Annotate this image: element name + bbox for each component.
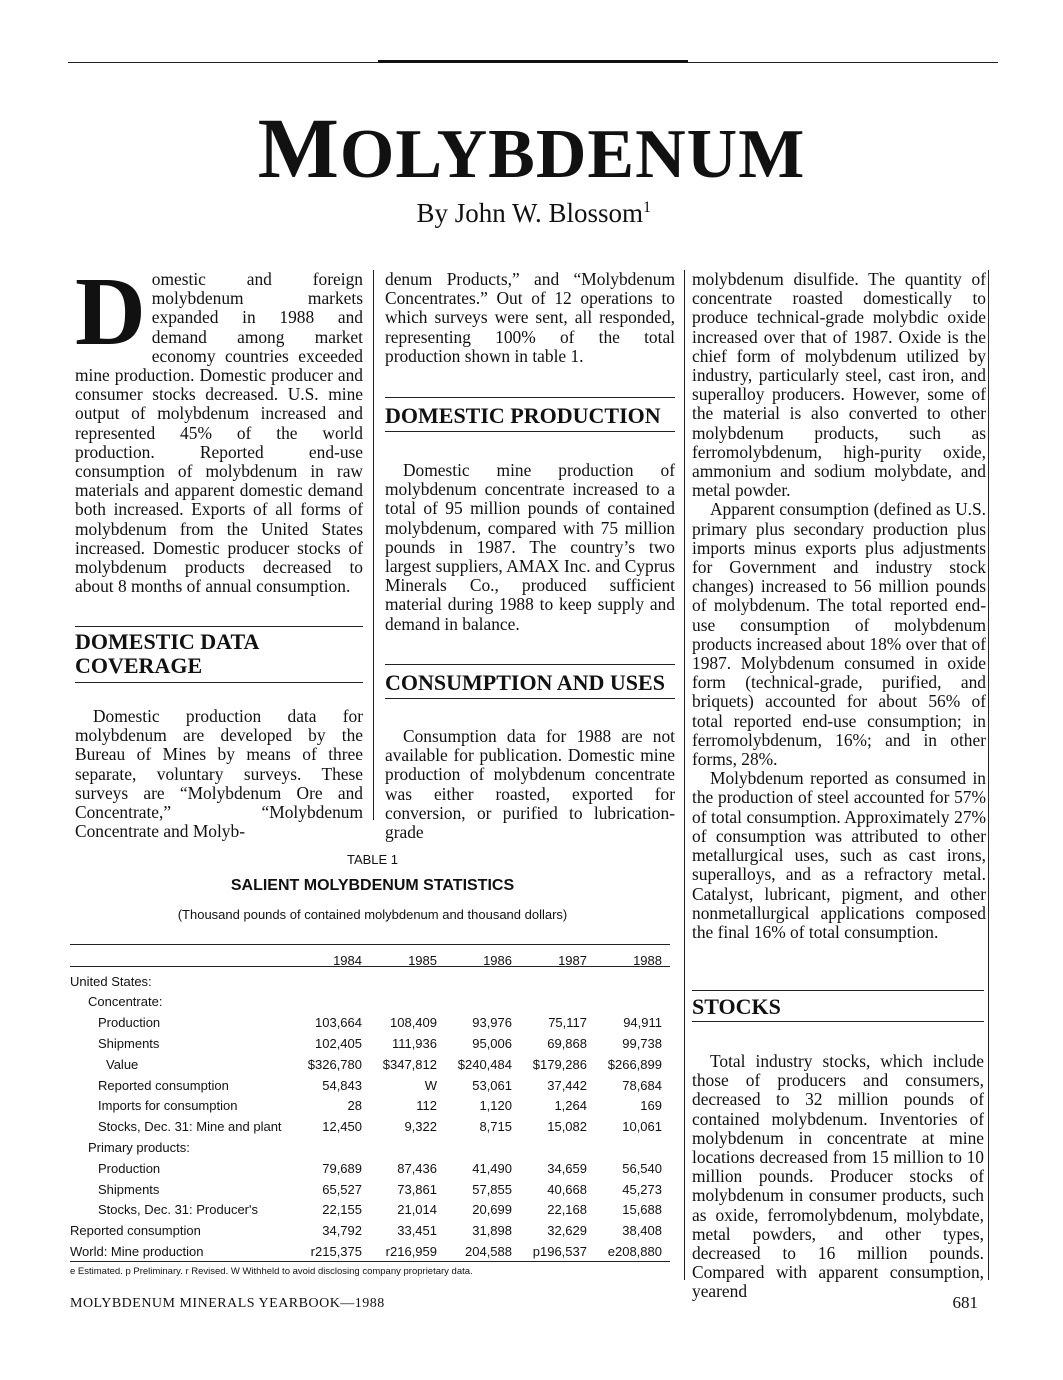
- consumption-paragraph: Consumption data for 1988 are not available for publication. Domestic mine production of molybdenum concentrate was either roasted, exported for conversion, or purified to lubrication-grade: [385, 726, 675, 843]
- section-rule: [692, 990, 984, 991]
- stocks-paragraph: Total industry stocks, which include those of producers and consumers, decreased to 32 million pounds of contained molybdenum. Inventories of molybdenum in concentrate at mine locations decreased from 15 million to 10 million pounds. Producer stocks of molybdenum in consumer products, such as oxide, ferromolybdenum, molybdate, metal powders, and other types, decreased to 16 million pounds. Compared with apparent consumption, yearend: [692, 1051, 984, 1302]
- table-title: SALIENT MOLYBDENUM STATISTICS: [230, 877, 515, 894]
- cell-value: 103,664: [315, 1015, 362, 1031]
- cell-value: $326,780: [307, 1056, 362, 1072]
- cell-value: [445, 971, 520, 992]
- heading-stocks: STOCKS: [692, 994, 781, 1019]
- cell-value: 33,451: [397, 1223, 437, 1239]
- cell-value: 54,843: [322, 1077, 362, 1093]
- cell-value: 95,006: [472, 1036, 512, 1052]
- row-label: Primary products:: [88, 1140, 190, 1156]
- table-row: [70, 1179, 670, 1200]
- cell-value: 87,436: [397, 1160, 437, 1176]
- row-label: Production: [98, 1015, 161, 1031]
- cell-value: 9,322: [404, 1119, 437, 1135]
- page-number: 681: [952, 1293, 978, 1312]
- cell-value: [445, 1137, 520, 1158]
- cell-value: 22,155: [322, 1202, 362, 1218]
- cell-value: [370, 971, 445, 992]
- cell-value: [520, 971, 595, 992]
- table-row: [70, 1033, 670, 1054]
- cell-value: W: [424, 1077, 437, 1093]
- cell-value: 73,861: [397, 1181, 437, 1197]
- column-divider: [373, 270, 374, 820]
- year-header: 1986: [483, 952, 512, 968]
- row-label: Value: [106, 1056, 139, 1072]
- cell-value: 111,936: [391, 1036, 437, 1052]
- cell-value: [370, 1137, 445, 1158]
- year-header: 1985: [408, 952, 437, 968]
- row-label: Imports for consumption: [98, 1098, 238, 1114]
- year-header: 1984: [333, 952, 362, 968]
- table-rule: [70, 944, 670, 945]
- coverage-paragraph-continued: denum Products,” and “Molybdenum Concentrates.” Out of 12 operations to which surveys were sent, all responded, representing 100% of the total production shown in table 1.: [385, 269, 675, 366]
- cell-value: 22,168: [547, 1202, 587, 1218]
- cell-value: 57,855: [472, 1181, 512, 1197]
- table-footnote: e Estimated. p Preliminary. r Revised. W Withheld to avoid disclosing company proprietary data.: [70, 1266, 473, 1277]
- row-label: Stocks, Dec. 31: Mine and plant: [98, 1119, 282, 1135]
- cell-value: 108,409: [390, 1015, 437, 1031]
- cell-value: [595, 1137, 670, 1158]
- cell-value: 112: [416, 1098, 437, 1114]
- row-label: Reported consumption: [70, 1223, 201, 1239]
- cell-value: 15,688: [622, 1202, 662, 1218]
- table-row: [70, 1116, 670, 1137]
- cell-value: 79,689: [322, 1160, 362, 1176]
- page-title: MOLYBDENUM: [257, 100, 806, 196]
- cell-value: 78,684: [622, 1077, 662, 1093]
- cell-value: 94,911: [623, 1015, 662, 1031]
- cell-value: 53,061: [472, 1077, 512, 1093]
- dropcap: D: [75, 258, 146, 366]
- cell-value: 34,792: [322, 1223, 362, 1239]
- production-paragraph: Domestic mine production of molybdenum concentrate increased to a total of 95 million pounds of contained molybdenum, compared with 75 million pounds in 1987. The country’s two largest suppliers, AMAX Inc. and Cyprus Minerals Co., produced sufficient material during 1988 to keep supply and demand in balance.: [385, 460, 675, 634]
- cell-value: [520, 992, 595, 1013]
- row-label: Shipments: [98, 1181, 160, 1197]
- cell-value: 204,588: [465, 1244, 512, 1260]
- section-rule: [385, 698, 675, 699]
- cell-value: [295, 1137, 370, 1158]
- cell-value: 38,408: [622, 1223, 662, 1239]
- cell-value: [445, 992, 520, 1013]
- consumption-text-column-3: molybdenum disulfide. The quantity of concentrate roasted domestically to produce technical-grade molybdic oxide increased over that of 1987. Oxide is the chief form of molybdenum utilized by industry, particularly steel, cast iron, and superalloy producers. However, some of the material is also converted to other molybdenum products, such as ferromolybdenum, high-purity oxide, ammonium and sodium molybdate, and metal powder. Apparent consumption (defined as U.S. primary plus secondary production plus imports minus exports plus adjustments for Government and industry stock changes) increased to 56 million pounds of molybdenum. The total reported end-use consumption of molybdenum products increased about 18% over that of 1987. Molybdenum consumed in oxide form (technical-grade, purified, and briquets) accounted for about 56% of total reported end-use consumption; in ferromolybdenum, 16%; and in other forms, 28%. Molybdenum reported as consumed in the production of steel accounted for 57% of total consumption. Approximately 27% of consumption was attributed to other metallurgical uses, such as cast irons, superalloys, and as a refractory metal. Catalyst, lubricant, pigment, and other nonmetallurgical applications composed the final 16% of total consumption.: [692, 269, 986, 942]
- table-row: [70, 1075, 670, 1096]
- table-row: [70, 1220, 670, 1241]
- cell-value: 20,699: [472, 1202, 512, 1218]
- cell-value: 1,120: [479, 1098, 512, 1114]
- year-header: 1988: [633, 952, 662, 968]
- row-label: Concentrate:: [88, 994, 163, 1010]
- row-label: Shipments: [98, 1036, 160, 1052]
- cell-value: 15,082: [547, 1119, 587, 1135]
- table-row: [70, 1241, 670, 1262]
- cell-value: 75,117: [548, 1015, 587, 1031]
- cell-value: 37,442: [547, 1077, 587, 1093]
- section-rule: [75, 682, 363, 683]
- cell-value: [520, 1137, 595, 1158]
- salient-statistics-table: [70, 950, 670, 1262]
- table-row: [70, 1012, 670, 1033]
- table-row: [70, 1137, 670, 1158]
- cell-value: 99,738: [622, 1036, 662, 1052]
- byline: By John W. Blossom$^1$: [416, 198, 651, 228]
- table-header-label: [70, 950, 295, 971]
- cell-value: $179,286: [532, 1056, 587, 1072]
- cell-value: 102,405: [315, 1036, 362, 1052]
- cell-value: 45,273: [622, 1181, 662, 1197]
- cell-value: $347,812: [382, 1056, 437, 1072]
- section-rule: [75, 626, 363, 627]
- cell-value: p196,537: [532, 1244, 587, 1260]
- table-subtitle: (Thousand pounds of contained molybdenum and thousand dollars): [177, 907, 568, 922]
- cell-value: 169: [640, 1098, 662, 1114]
- cell-value: r216,959: [385, 1244, 437, 1260]
- cell-value: 69,868: [547, 1036, 587, 1052]
- cell-value: 31,898: [472, 1223, 512, 1239]
- table-row: [70, 1096, 670, 1117]
- table-row: [70, 1054, 670, 1075]
- row-label: Stocks, Dec. 31: Producer's: [98, 1202, 258, 1218]
- cell-value: 21,014: [397, 1202, 437, 1218]
- heading-data-coverage: DOMESTIC DATA COVERAGE: [75, 629, 259, 678]
- section-rule: [385, 431, 675, 432]
- table-header-row: [70, 950, 670, 971]
- section-rule: [385, 664, 675, 665]
- column-divider: [988, 270, 989, 1280]
- cell-value: [295, 992, 370, 1013]
- cell-value: $240,484: [457, 1056, 512, 1072]
- table-row: [70, 971, 670, 992]
- cell-value: 41,490: [472, 1160, 512, 1176]
- footer-title: MOLYBDENUM MINERALS YEARBOOK—1988: [70, 1296, 385, 1311]
- cell-value: $266,899: [607, 1056, 662, 1072]
- row-label: United States:: [70, 973, 152, 989]
- cell-value: 12,450: [322, 1119, 362, 1135]
- cell-value: 8,715: [479, 1119, 512, 1135]
- coverage-paragraph: Domestic production data for molybdenum are developed by the Bureau of Mines by means of three separate, voluntary surveys. These surveys are “Molybdenum Ore and Concentrate,” “Molybdenum Concentrate and Molyb-: [75, 706, 363, 842]
- table-number: TABLE 1: [346, 852, 399, 867]
- cell-value: 56,540: [622, 1160, 662, 1176]
- heading-domestic-production: DOMESTIC PRODUCTION: [385, 403, 661, 428]
- cell-value: r215,375: [310, 1244, 362, 1260]
- intro-paragraph: Domestic and foreign molybdenum markets expanded in 1988 and demand among market economy countries exceeded mine production. Domestic producer and consumer stocks decreased. U.S. mine output of molybdenum increased and represented 45% of the world production. Reported end-use consumption of molybdenum in raw materials and apparent domestic demand both increased. Exports of all forms of molybdenum from the United States increased. Domestic producer stocks of molybdenum products decreased to about 8 months of annual consumption.: [75, 258, 363, 597]
- section-rule: [385, 397, 675, 398]
- heading-consumption: CONSUMPTION AND USES: [385, 670, 665, 695]
- table-row: [70, 992, 670, 1013]
- cell-value: 34,659: [547, 1160, 587, 1176]
- row-label: Reported consumption: [98, 1077, 229, 1093]
- cell-value: 40,668: [547, 1181, 587, 1197]
- cell-value: 1,264: [554, 1098, 587, 1114]
- row-label: World: Mine production: [70, 1244, 204, 1260]
- row-label: Production: [98, 1160, 161, 1176]
- year-header: 1987: [558, 952, 587, 968]
- cell-value: [370, 992, 445, 1013]
- table-row: [70, 1158, 670, 1179]
- cell-value: [595, 992, 670, 1013]
- cell-value: [595, 971, 670, 992]
- cell-value: 28: [347, 1098, 362, 1114]
- section-rule: [692, 1021, 984, 1022]
- cell-value: [295, 971, 370, 992]
- cell-value: 93,976: [472, 1015, 512, 1031]
- table-bottom-rule: [70, 1261, 670, 1262]
- cell-value: 10,061: [622, 1119, 662, 1135]
- column-divider: [684, 270, 685, 1280]
- cell-value: e208,880: [607, 1244, 662, 1260]
- cell-value: 65,527: [322, 1181, 362, 1197]
- top-rule-accent: [378, 60, 688, 63]
- table-row: [70, 1200, 670, 1221]
- cell-value: 32,629: [547, 1223, 587, 1239]
